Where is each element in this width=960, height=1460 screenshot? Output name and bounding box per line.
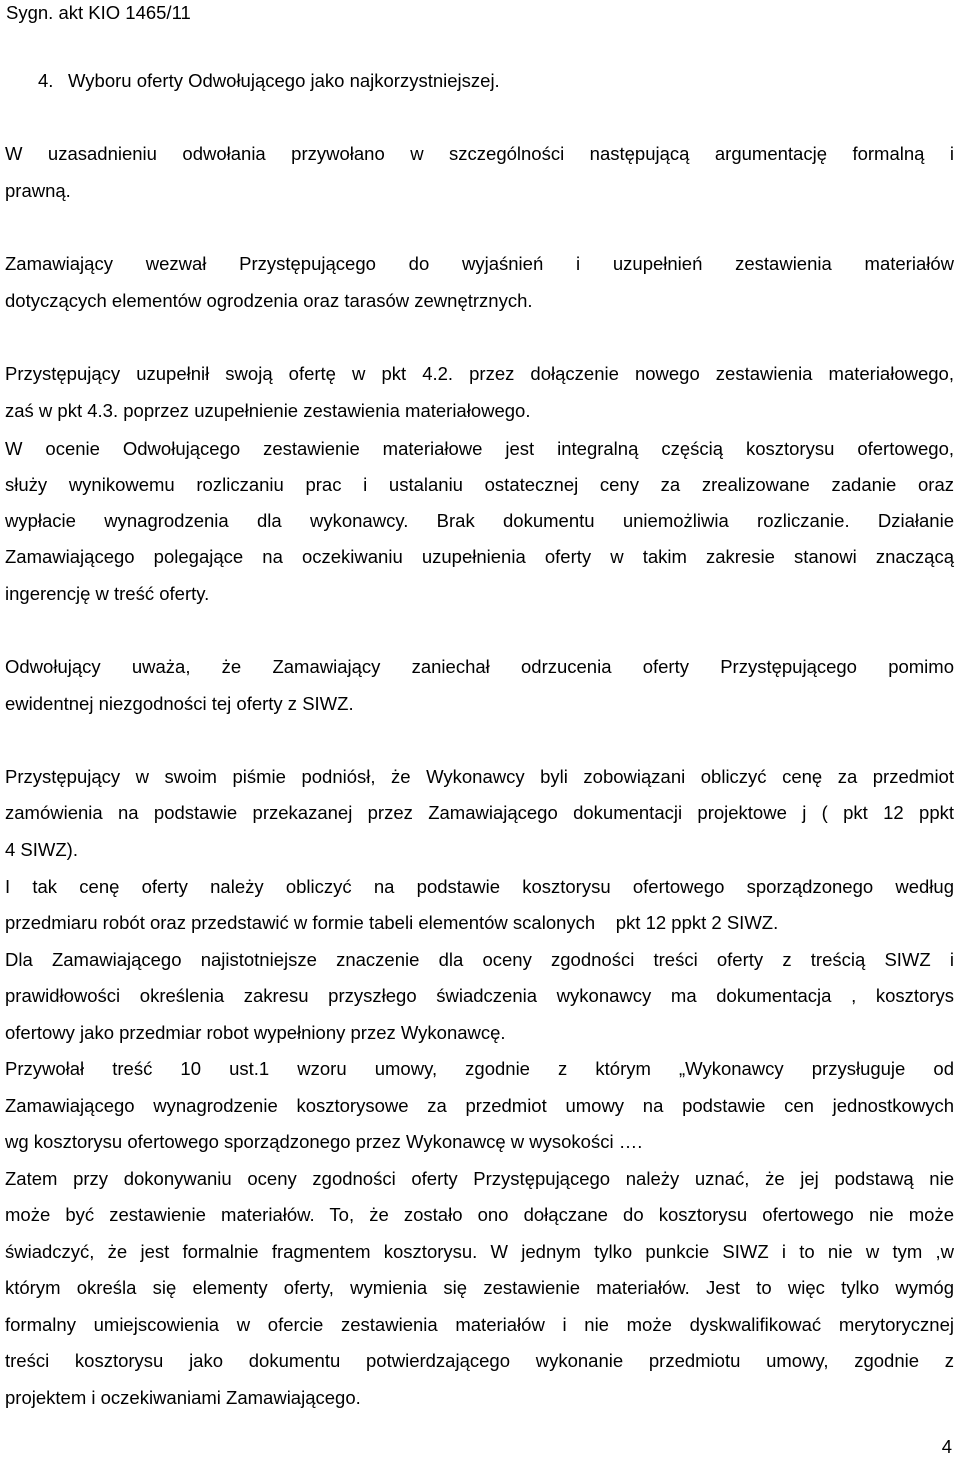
page-number: 4	[941, 1436, 952, 1457]
paragraph-line: ofertowy jako przedmiar robot wypełniony przez Wykonawcę.	[5, 1022, 506, 1043]
list-item-text: Wyboru oferty Odwołującego jako najkorzystniejszej.	[68, 70, 500, 91]
paragraph-line: treści kosztorysu jako dokumentu potwierdzającego wykonanie przedmiotu umowy, zgodnie z	[5, 1350, 954, 1371]
paragraph-line: Przystępujący uzupełnił swoją ofertę w pkt 4.2. przez dołączenie nowego zestawienia materiałowego,	[5, 363, 954, 384]
paragraph-line: Przystępujący w swoim piśmie podniósł, że Wykonawcy byli zobowiązani obliczyć cenę za przedmiot	[5, 766, 954, 787]
paragraph-line: Zatem przy dokonywaniu oceny zgodności oferty Przystępującego należy uznać, że jej podstawą nie	[5, 1168, 954, 1189]
paragraph-line: prawną.	[5, 180, 71, 201]
paragraph-line: Zamawiającego wynagrodzenie kosztorysowe za przedmiot umowy na podstawie cen jednostkowych	[5, 1095, 954, 1116]
paragraph-line: I tak cenę oferty należy obliczyć na podstawie kosztorysu ofertowego sporządzonego według	[5, 876, 954, 897]
paragraph-line: ingerencję w treść oferty.	[5, 583, 210, 604]
paragraph-line: W ocenie Odwołującego zestawienie materiałowe jest integralną częścią kosztorysu ofertowego,	[5, 438, 954, 459]
paragraph-line: 4 SIWZ).	[5, 839, 78, 860]
paragraph-line: Zamawiający wezwał Przystępującego do wyjaśnień i uzupełnień zestawienia materiałów	[5, 253, 954, 274]
paragraph-line: Zamawiającego polegające na oczekiwaniu uzupełnienia oferty w takim zakresie stanowi znaczącą	[5, 546, 954, 567]
paragraph-line: Przywołał treść 10 ust.1 wzoru umowy, zgodnie z którym „Wykonawcy przysługuje od	[5, 1058, 954, 1079]
paragraph-line: prawidłowości określenia zakresu przyszłego świadczenia wykonawcy ma dokumentacja , kosztorys	[5, 985, 954, 1006]
paragraph-line: Dla Zamawiającego najistotniejsze znaczenie dla oceny zgodności treści oferty z treścią SIWZ i	[5, 949, 954, 970]
paragraph-line: przedmiaru robót oraz przedstawić w formie tabeli elementów scalonych pkt 12 ppkt 2 SIWZ.	[5, 912, 779, 933]
list-item-number: 4.	[38, 70, 54, 91]
paragraph-line: zaś w pkt 4.3. poprzez uzupełnienie zestawienia materiałowego.	[5, 400, 531, 421]
paragraph-line: może być zestawienie materiałów. To, że zostało ono dołączane do kosztorysu ofertowego nie może	[5, 1204, 954, 1225]
paragraph-line: W uzasadnieniu odwołania przywołano w szczególności następującą argumentację formalną i	[5, 143, 954, 164]
paragraph-line: służy wynikowemu rozliczaniu prac i ustalaniu ostatecznej ceny za zrealizowane zadanie oraz	[5, 474, 954, 495]
paragraph-line: ewidentnej niezgodności tej oferty z SIWZ.	[5, 693, 354, 714]
paragraph-line: dotyczących elementów ogrodzenia oraz tarasów zewnętrznych.	[5, 290, 533, 311]
paragraph-line: wypłacie wynagrodzenia dla wykonawcy. Brak dokumentu uniemożliwia rozliczanie. Działanie	[5, 510, 954, 531]
paragraph-line: projektem i oczekiwaniami Zamawiającego.	[5, 1387, 361, 1408]
paragraph-line: zamówienia na podstawie przekazanej przez Zamawiającego dokumentacji projektowe j ( pkt 12 ppkt	[5, 802, 954, 823]
paragraph-line: świadczyć, że jest formalnie fragmentem kosztorysu. W jednym tylko punkcie SIWZ i to nie w tym ,w	[5, 1241, 954, 1262]
paragraph-line: Odwołujący uważa, że Zamawiający zaniechał odrzucenia oferty Przystępującego pomimo	[5, 656, 954, 677]
paragraph-line: którym określa się elementy oferty, wymienia się zestawienie materiałów. Jest to więc tylko wymóg	[5, 1277, 954, 1298]
paragraph-line: formalny umiejscowienia w ofercie zestawienia materiałów i nie może dyskwalifikować merytorycznej	[5, 1314, 954, 1335]
page-header: Sygn. akt KIO 1465/11	[6, 2, 191, 23]
list-item-4	[38, 70, 500, 92]
paragraph-line: wg kosztorysu ofertowego sporządzonego przez Wykonawcę w wysokości ….	[5, 1131, 643, 1152]
